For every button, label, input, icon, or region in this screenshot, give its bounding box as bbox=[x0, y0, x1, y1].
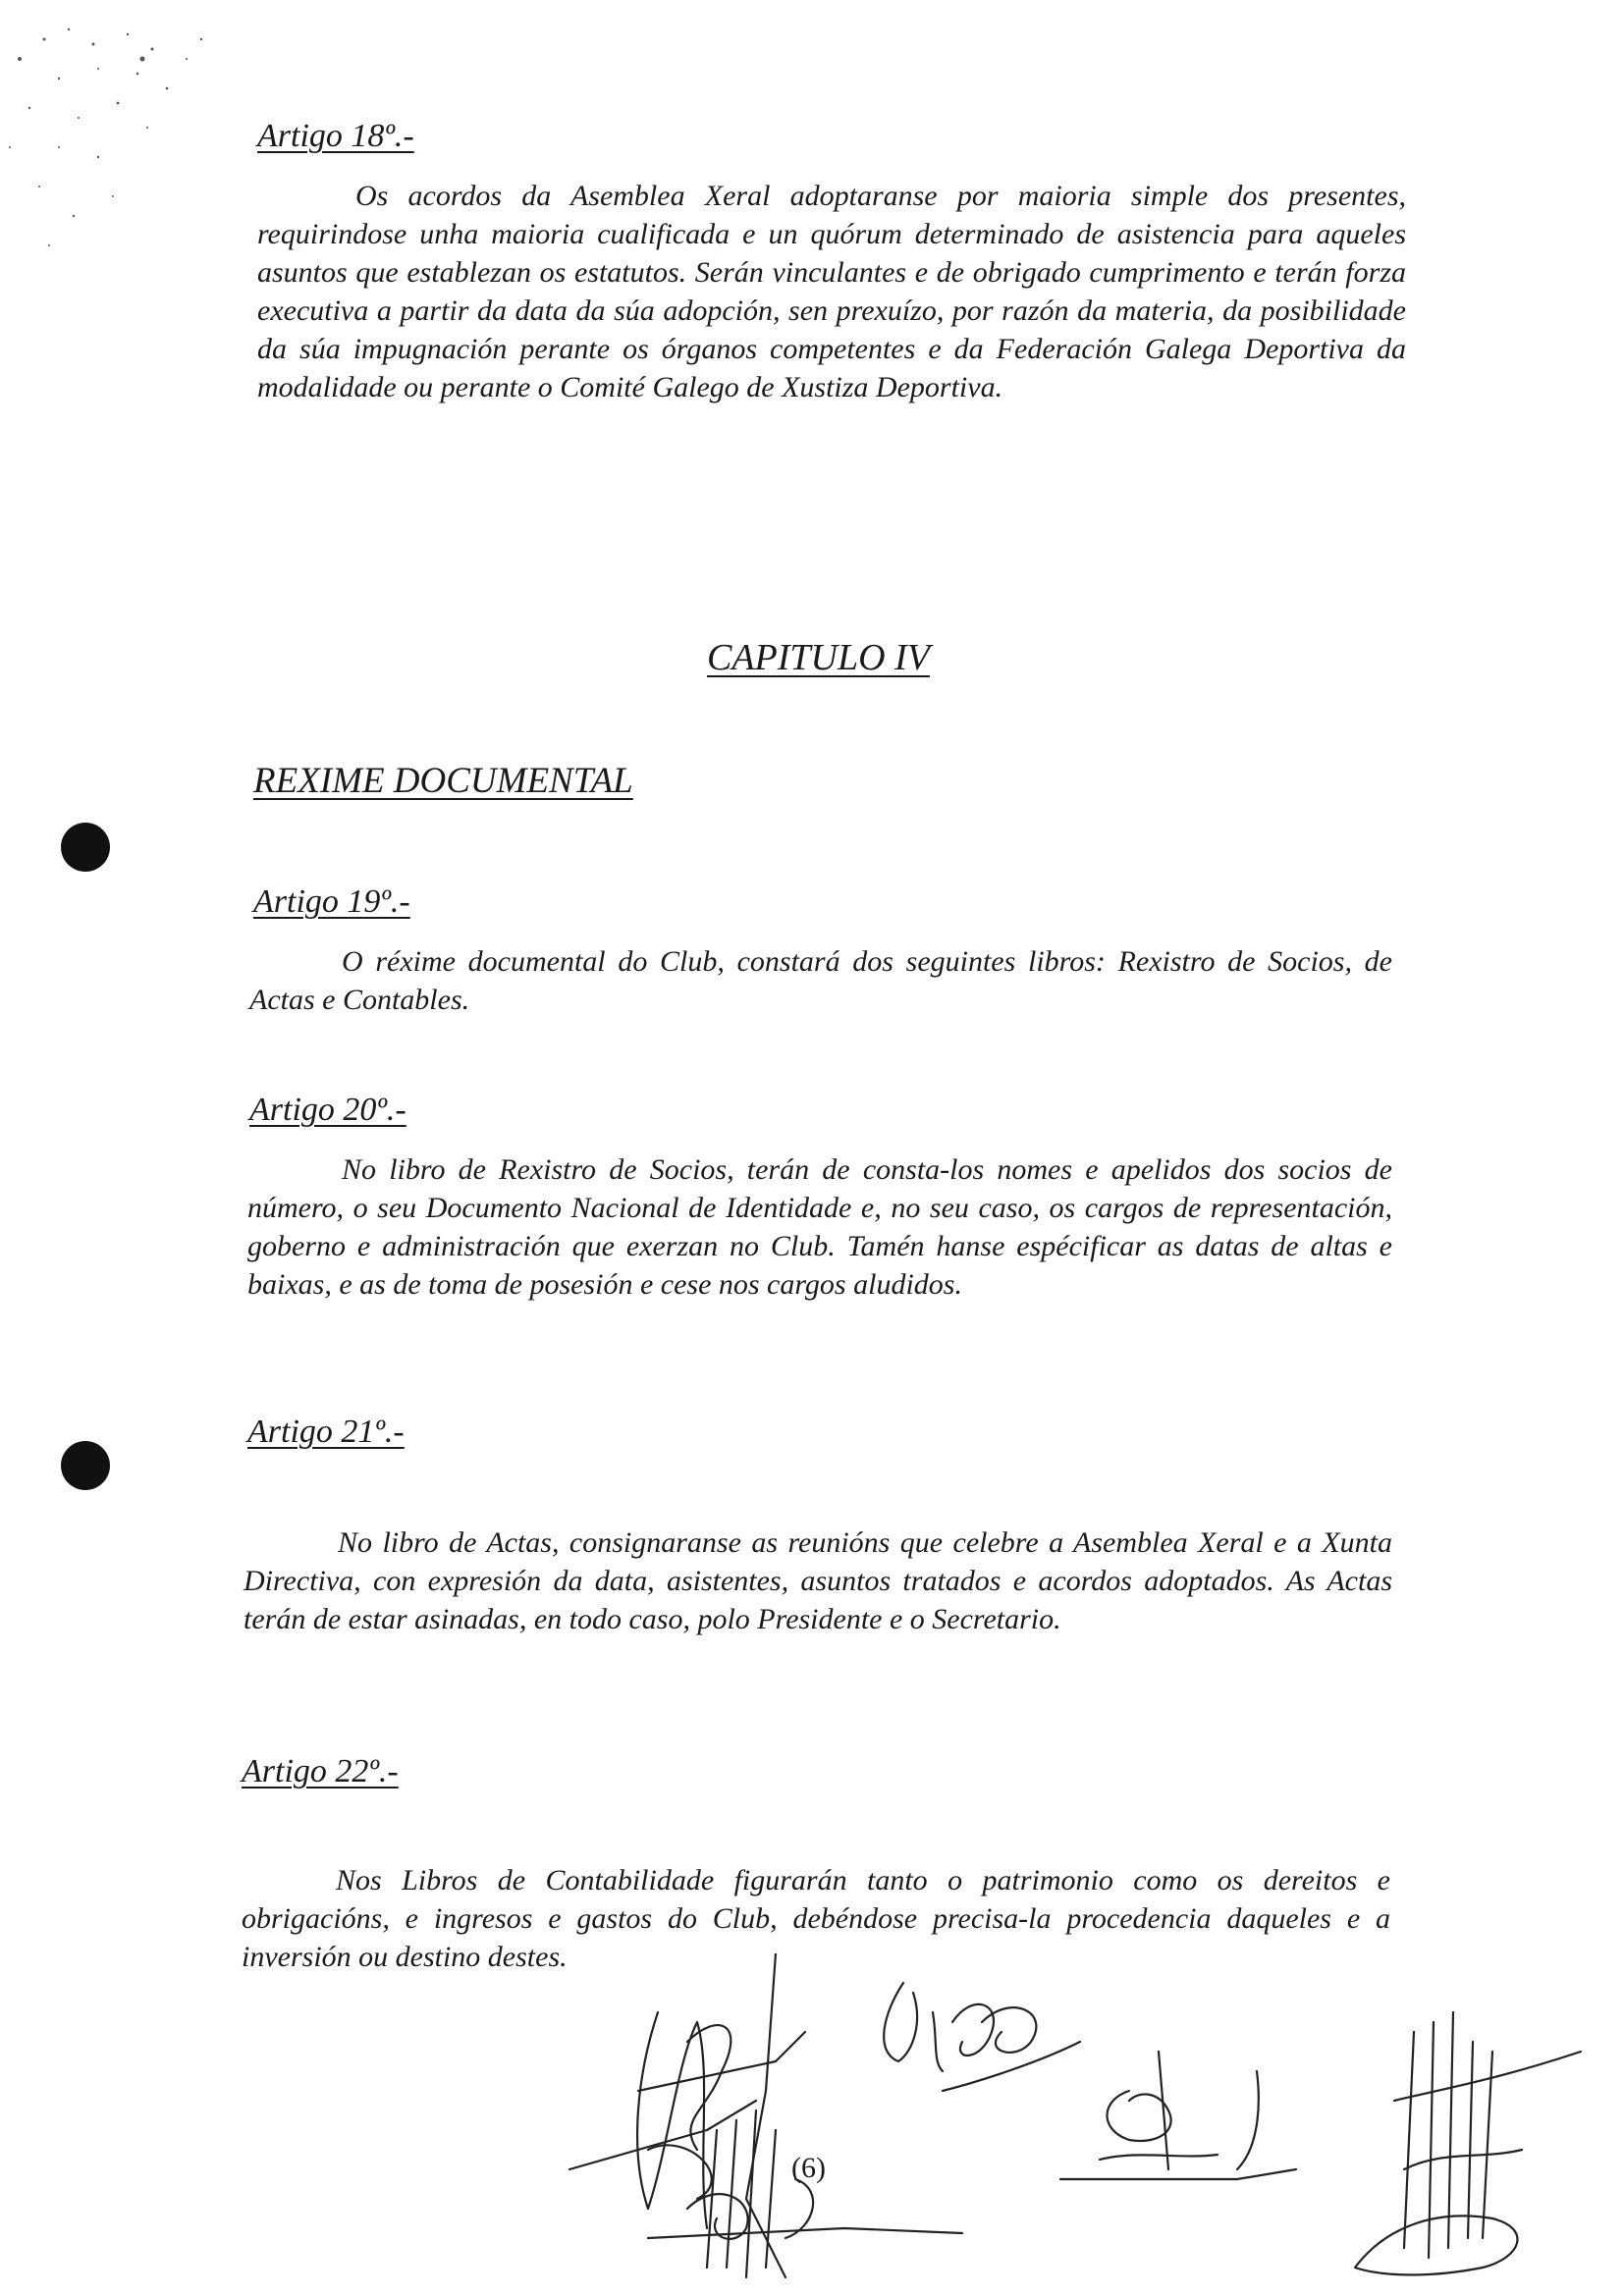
section-title: REXIME DOCUMENTAL bbox=[253, 761, 633, 801]
article-22-heading: Artigo 22º.- bbox=[242, 1753, 399, 1789]
article-21-text: No libro de Actas, consignaranse as reunións que celebre a Asemblea Xeral e a Xunta Directiva, con expresión da data, asistentes, asuntos tratados e acordos adoptados. As Actas terán de estar asinadas, en todo caso, polo Presidente e o Secretario. bbox=[244, 1526, 1392, 1635]
punch-hole-top bbox=[61, 823, 110, 872]
page-number: (6) bbox=[791, 2152, 826, 2184]
scan-speckle bbox=[0, 0, 226, 285]
article-22-text: Nos Libros de Contabilidade figurarán tanto o patrimonio como os dereitos e obrigacións, e ingresos e gastos do Club, debéndose precisa-la procedencia daqueles e a inversión ou destino destes. bbox=[242, 1864, 1390, 1973]
article-19-heading: Artigo 19º.- bbox=[253, 883, 410, 920]
article-20-text: No libro de Rexistro de Socios, terán de consta-los nomes e apelidos dos socios de número, o seu Documento Nacional de Identidade e, no seu caso, os cargos de representación, goberno e administración que exerzan no Club. Tamén hanse espécificar as datas de altas e baixas, e as de toma de posesión e cese nos cargos aludidos. bbox=[247, 1153, 1392, 1301]
article-21-heading: Artigo 21º.- bbox=[247, 1414, 405, 1450]
signatures bbox=[550, 1953, 1591, 2287]
article-18-heading: Artigo 18º.- bbox=[257, 118, 414, 154]
signature-5 bbox=[1355, 2012, 1581, 2275]
article-20-heading: Artigo 20º.- bbox=[249, 1092, 406, 1128]
punch-hole-bottom bbox=[61, 1441, 110, 1490]
signature-2 bbox=[884, 1983, 1080, 2091]
signature-4 bbox=[1060, 2052, 1296, 2179]
article-18-text: Os acordos da Asemblea Xeral adoptaranse por maioria simple dos presentes, requirindose unha maioria cualificada e un quórum determinado de asistencia para aqueles asuntos que establezan os estatutos. Serán vinculantes e de obrigado cumprimento e terán forza executiva a partir da data da súa adopción, sen prexuízo, por razón da materia, da posibilidade da súa impugnación perante os órganos competentes e da Federación Galega Deportiva da modalidade ou perante o Comité Galego de Xustiza Deportiva. bbox=[257, 180, 1406, 403]
signature-1 bbox=[569, 1953, 805, 2277]
signature-3 bbox=[648, 2110, 962, 2277]
article-19-text: O réxime documental do Club, constará dos seguintes libros: Rexistro de Socios, de Actas e Contables. bbox=[249, 945, 1392, 1016]
chapter-title: CAPITULO IV bbox=[707, 637, 930, 678]
